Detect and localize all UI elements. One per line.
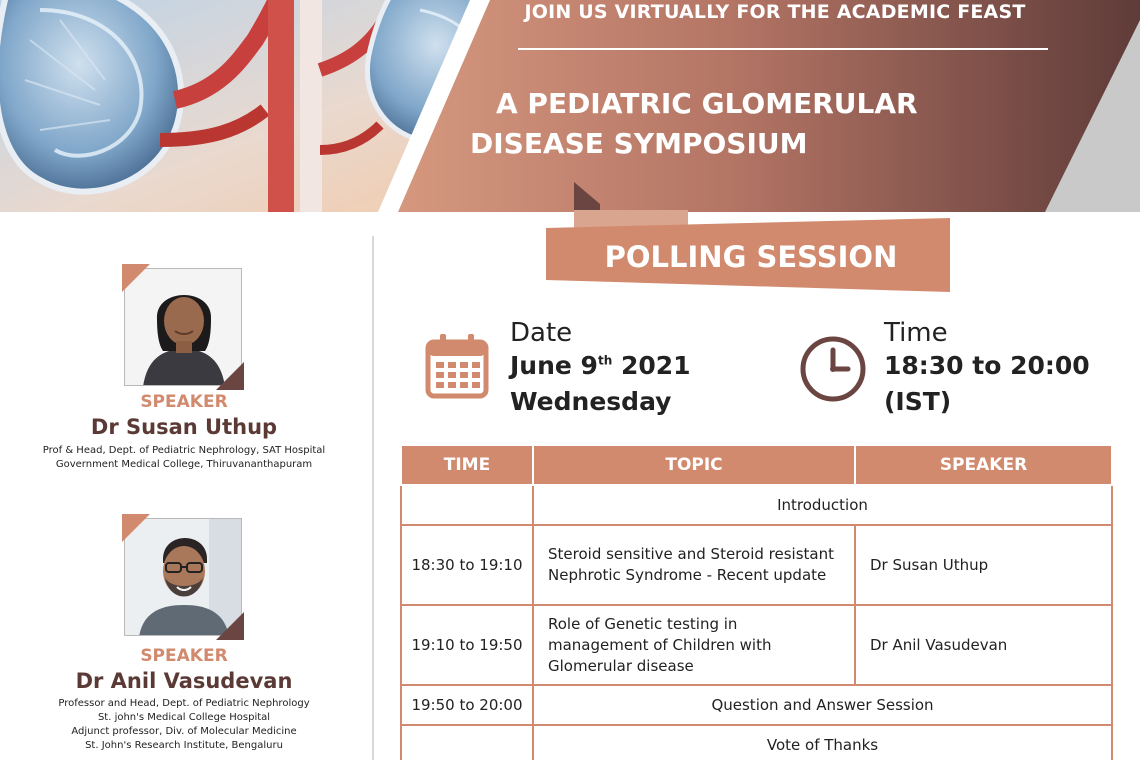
speaker-photo-2 (124, 518, 242, 636)
speaker-affiliation (0, 444, 368, 472)
header-time: TIME (401, 445, 533, 485)
date-weekday: Wednesday (510, 387, 672, 416)
header-topic: TOPIC (533, 445, 855, 485)
affiliation-line: St. john's Medical College Hospital (97, 712, 271, 723)
schedule-table (400, 444, 1113, 760)
banner-title-line-2: DISEASE SYMPOSIUM (470, 127, 808, 160)
speaker-role: SPEAKER (140, 646, 228, 666)
corner-accent (216, 612, 244, 640)
affiliation-line: St. John's Research Institute, Bengaluru (85, 740, 283, 751)
table-row (401, 605, 1112, 685)
date-day (510, 348, 691, 384)
cell-time: 18:30 to 19:10 (401, 525, 533, 605)
affiliation-line: Government Medical College, Thiruvananthapuram (55, 459, 313, 470)
polling-session-label: POLLING SESSION (604, 240, 898, 274)
corner-accent (122, 264, 150, 292)
table-row (401, 485, 1112, 525)
cell-time (401, 485, 533, 525)
date-day-number: June 9 (510, 351, 598, 380)
date-day-suffix: th (597, 353, 613, 368)
affiliation-line: Adjunct professor, Div. of Molecular Medicine (71, 726, 297, 737)
cell-speaker: Dr Susan Uthup (855, 525, 1112, 605)
cell-topic: Role of Genetic testing in management of Children with Glomerular disease (533, 605, 855, 685)
speaker-name: Dr Anil Vasudevan (75, 669, 293, 693)
column-divider (372, 236, 374, 760)
date-label: Date (510, 318, 573, 348)
banner-title-line-1: A PEDIATRIC GLOMERULAR (496, 87, 918, 120)
speaker-affiliation (0, 697, 368, 753)
table-row (401, 725, 1112, 760)
affiliation-line: Prof & Head, Dept. of Pediatric Nephrology, SAT Hospital (42, 445, 326, 456)
speaker-photo-1 (124, 268, 242, 386)
cell-topic: Question and Answer Session (533, 685, 1112, 725)
cell-topic: Introduction (533, 485, 1112, 525)
banner-title (470, 84, 918, 164)
date-value (510, 348, 691, 420)
banner-divider (518, 48, 1048, 50)
header-speaker: SPEAKER (855, 445, 1112, 485)
time-range: 18:30 to 20:00 (884, 351, 1090, 380)
banner-kicker: JOIN US VIRTUALLY FOR THE ACADEMIC FEAST (524, 1, 1026, 23)
clock-icon (798, 334, 868, 404)
corner-accent (122, 514, 150, 542)
cell-time: 19:10 to 19:50 (401, 605, 533, 685)
cell-topic: Steroid sensitive and Steroid resistant Nephrotic Syndrome - Recent update (533, 525, 855, 605)
corner-accent (216, 362, 244, 390)
cell-speaker: Dr Anil Vasudevan (855, 605, 1112, 685)
cell-time (401, 725, 533, 760)
cell-time: 19:50 to 20:00 (401, 685, 533, 725)
speaker-name: Dr Susan Uthup (90, 415, 278, 439)
calendar-icon (424, 334, 490, 400)
affiliation-line: Professor and Head, Dept. of Pediatric Nephrology (58, 698, 310, 709)
table-header-row (401, 445, 1112, 485)
time-zone: (IST) (884, 387, 952, 416)
date-year: 2021 (612, 351, 691, 380)
speaker-role: SPEAKER (140, 392, 228, 412)
time-value (884, 348, 1090, 420)
table-row (401, 685, 1112, 725)
cell-topic: Vote of Thanks (533, 725, 1112, 760)
table-row (401, 525, 1112, 605)
time-label: Time (884, 318, 948, 348)
